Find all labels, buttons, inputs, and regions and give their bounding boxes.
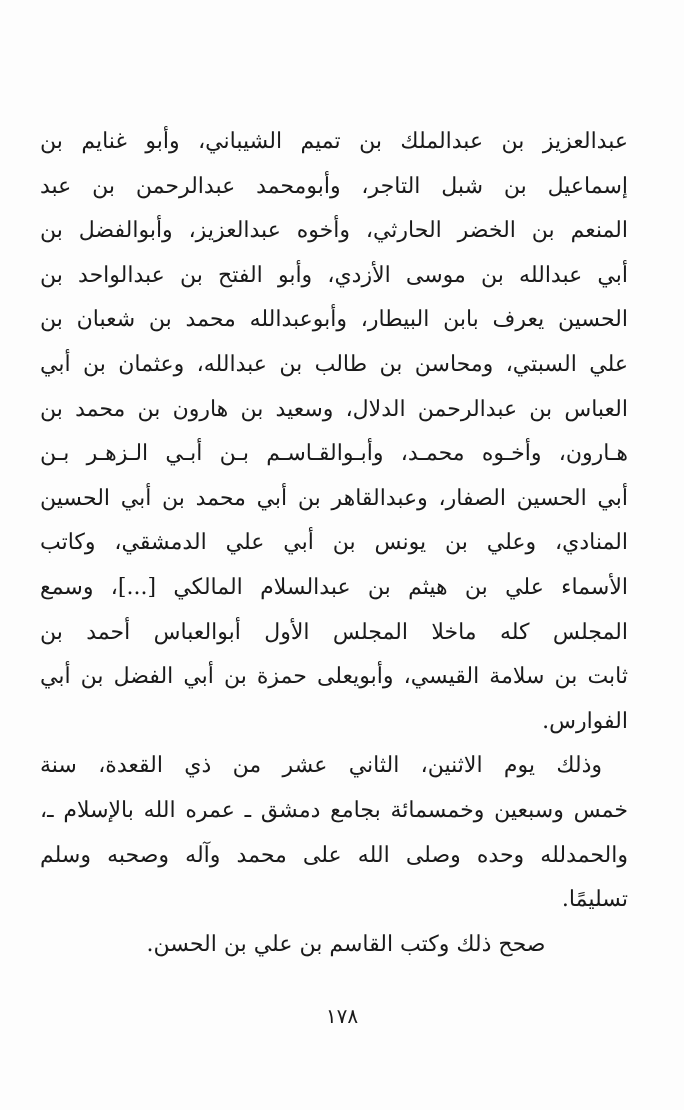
text-line: الأسماء علي بن هيثم بن عبدالسلام المالكي [...]، وسمع [40, 574, 628, 600]
text-line: العباس بن عبدالرحمن الدلال، وسعيد بن هارون بن محمد بن [40, 396, 628, 422]
page-number: ١٧٨ [325, 1004, 359, 1028]
body-text [40, 120, 628, 967]
text-line: الفوارس. [542, 708, 628, 734]
text-line: علي السبتي، ومحاسن بن طالب بن عبدالله، وعثمان بن أبي [40, 351, 628, 377]
text-line: الحسين يعرف بابن البيطار، وأبوعبدالله محمد بن شعبان بن [40, 307, 628, 333]
text-line: المنادي، وعلي بن يونس بن أبي علي الدمشقي، وكاتب [40, 530, 628, 556]
text-line: المنعم بن الخضر الحارثي، وأخوه عبدالعزيز، وأبوالفضل بن [40, 218, 628, 244]
text-line: تسليمًا. [561, 887, 628, 913]
text-line: أبي الحسين الصفار، وعبدالقاهر بن أبي محمد بن أبي الحسين [40, 485, 628, 511]
closing-line: صحح ذلك وكتب القاسم بن علي بن الحسن. [146, 931, 546, 957]
paragraph-first-line: وذلك يوم الاثنين، الثاني عشر من ذي القعدة، سنة [40, 753, 602, 779]
text-line: إسماعيل بن شبل التاجر، وأبومحمد عبدالرحمن بن عبد [40, 173, 628, 199]
text-line: عبدالعزيز بن عبدالملك بن تميم الشيباني، وأبو غنايم بن [40, 129, 628, 154]
text-line: والحمدلله وحده وصلى الله على محمد وآله وصحبه وسلم [40, 842, 628, 868]
text-line: هـارون، وأخـوه محمـد، وأبـوالقـاسـم بـن أبـي الـزهـر بـن [40, 441, 628, 467]
text-line: خمس وسبعين وخمسمائة بجامع دمشق ـ عمره الله بالإسلام ـ، [40, 797, 628, 823]
text-line: المجلس كله ماخلا المجلس الأول أبوالعباس أحمد بن [40, 619, 628, 645]
text-line: ثابت بن سلامة القيسي، وأبويعلى حمزة بن أبي الفضل بن أبي [40, 664, 628, 690]
text-line: أبي عبدالله بن موسى الأزدي، وأبو الفتح بن عبدالواحد بن [40, 262, 628, 288]
